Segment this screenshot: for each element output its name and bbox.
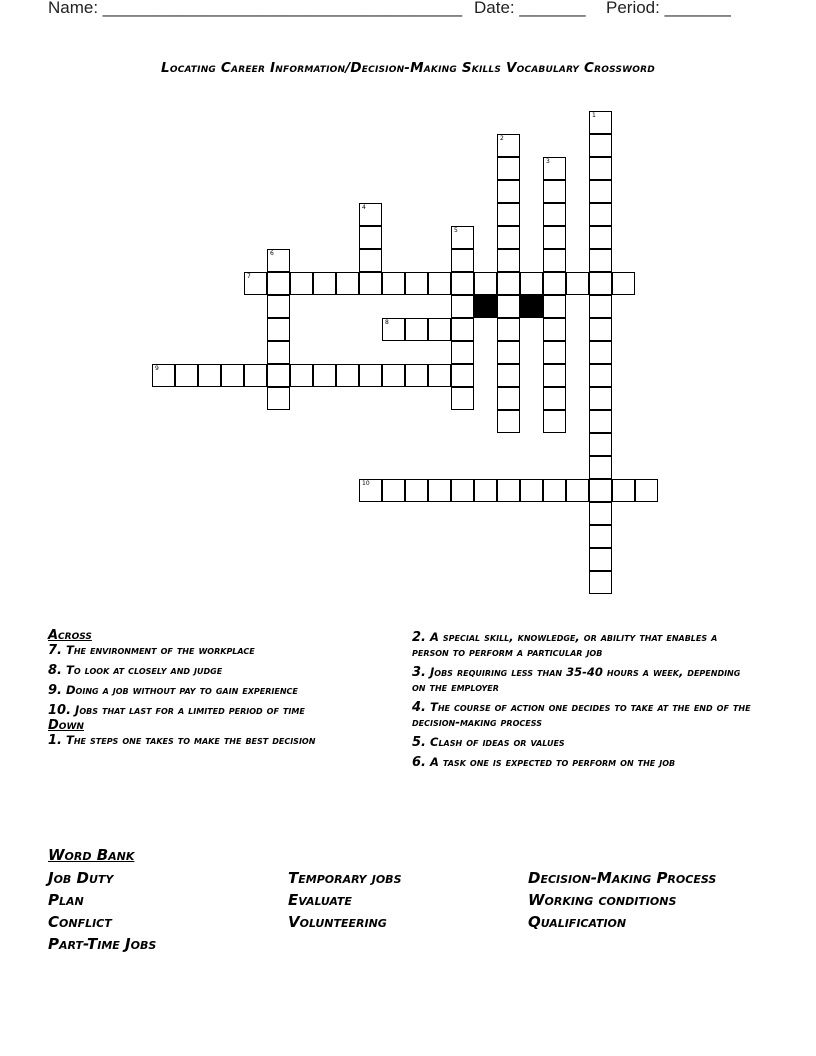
crossword-cell[interactable]	[451, 364, 474, 387]
clue-text: Clash of ideas or values	[430, 735, 565, 749]
crossword-cell[interactable]	[497, 295, 520, 318]
crossword-cell[interactable]	[589, 111, 612, 134]
crossword-cell[interactable]	[497, 318, 520, 341]
crossword-cell[interactable]	[497, 157, 520, 180]
clue-text: The environment of the workplace	[66, 643, 255, 657]
clue-text: A task one is expected to perform on the job	[430, 755, 676, 769]
clue-across-9	[48, 683, 378, 698]
word-bank-item: Job Duty	[48, 869, 114, 887]
crossword-cell[interactable]	[497, 249, 520, 272]
clue-text: A special skill, knowledge, or ability that enables a person to perform a particular job	[412, 630, 718, 659]
crossword-cell[interactable]	[497, 226, 520, 249]
crossword-cell[interactable]	[589, 433, 612, 456]
crossword-cell[interactable]	[589, 341, 612, 364]
date-field[interactable]: Date: _______	[474, 0, 586, 17]
crossword-cell[interactable]	[267, 364, 290, 387]
crossword-cell[interactable]	[543, 387, 566, 410]
crossword-cell[interactable]	[451, 295, 474, 318]
word-bank-item: Volunteering	[288, 913, 387, 931]
crossword-cell[interactable]	[451, 249, 474, 272]
crossword-cell[interactable]	[543, 226, 566, 249]
crossword-cell[interactable]	[566, 272, 589, 295]
clue-number: 1.	[48, 733, 62, 748]
crossword-cell[interactable]	[290, 364, 313, 387]
crossword-cell[interactable]	[520, 479, 543, 502]
crossword-cell[interactable]	[497, 134, 520, 157]
crossword-cell[interactable]	[543, 157, 566, 180]
crossword-cell[interactable]	[359, 479, 382, 502]
crossword-cell[interactable]	[382, 364, 405, 387]
crossword-cell[interactable]	[589, 479, 612, 502]
clue-down-4	[412, 700, 757, 730]
crossword-cell[interactable]	[612, 479, 635, 502]
crossword-cell[interactable]	[543, 295, 566, 318]
crossword-cell[interactable]	[589, 157, 612, 180]
name-field[interactable]: Name: ______________________________________	[48, 0, 463, 17]
crossword-cell[interactable]	[612, 272, 635, 295]
crossword-cell[interactable]	[198, 364, 221, 387]
crossword-cell[interactable]	[451, 341, 474, 364]
clue-text: Doing a job without pay to gain experience	[66, 683, 298, 697]
clue-number: 4.	[412, 700, 426, 715]
clue-number: 2.	[412, 630, 426, 645]
crossword-cell[interactable]	[543, 364, 566, 387]
crossword-cell[interactable]	[428, 364, 451, 387]
crossword-cell[interactable]	[589, 203, 612, 226]
clue-number-label: 8	[385, 319, 389, 326]
crossword-cell[interactable]	[589, 180, 612, 203]
crossword-cell[interactable]	[405, 364, 428, 387]
crossword-cell[interactable]	[336, 364, 359, 387]
crossword-cell[interactable]	[543, 180, 566, 203]
down-heading: Down	[48, 718, 84, 733]
clue-number-label: 4	[362, 204, 366, 211]
crossword-cell[interactable]	[589, 272, 612, 295]
crossword-cell[interactable]	[451, 387, 474, 410]
crossword-cell[interactable]	[543, 341, 566, 364]
crossword-cell[interactable]	[336, 272, 359, 295]
crossword-cell[interactable]	[589, 364, 612, 387]
crossword-cell[interactable]	[497, 479, 520, 502]
crossword-cell[interactable]	[405, 318, 428, 341]
crossword-cell[interactable]	[267, 341, 290, 364]
crossword-cell[interactable]	[497, 410, 520, 433]
crossword-cell[interactable]	[267, 295, 290, 318]
crossword-cell[interactable]	[313, 364, 336, 387]
word-bank-item: Part-Time Jobs	[48, 935, 157, 953]
crossword-cell[interactable]	[474, 479, 497, 502]
crossword-cell[interactable]	[589, 226, 612, 249]
crossword-cell[interactable]	[244, 272, 267, 295]
crossword-cell[interactable]	[267, 318, 290, 341]
crossword-black-cell	[520, 295, 543, 318]
clue-number: 6.	[412, 755, 426, 770]
crossword-cell[interactable]	[451, 479, 474, 502]
crossword-cell[interactable]	[451, 272, 474, 295]
across-heading: Across	[48, 628, 92, 643]
clues-right-column	[412, 630, 757, 775]
crossword-cell[interactable]	[175, 364, 198, 387]
crossword-cell[interactable]	[497, 364, 520, 387]
crossword-cell[interactable]	[359, 226, 382, 249]
clue-down-1	[48, 733, 378, 748]
crossword-cell[interactable]	[267, 387, 290, 410]
crossword-cell[interactable]	[520, 272, 543, 295]
crossword-cell[interactable]	[497, 203, 520, 226]
clues-left-column	[48, 628, 378, 753]
crossword-cell[interactable]	[221, 364, 244, 387]
crossword-cell[interactable]	[543, 479, 566, 502]
clue-number-label: 2	[500, 135, 504, 142]
crossword-cell[interactable]	[635, 479, 658, 502]
crossword-cell[interactable]	[543, 272, 566, 295]
crossword-cell[interactable]	[359, 364, 382, 387]
clue-number: 10.	[48, 703, 72, 718]
crossword-cell[interactable]	[290, 272, 313, 295]
crossword-cell[interactable]	[428, 318, 451, 341]
clue-number: 7.	[48, 643, 62, 658]
crossword-cell[interactable]	[244, 364, 267, 387]
crossword-cell[interactable]	[589, 571, 612, 594]
clue-number-label: 3	[546, 158, 550, 165]
crossword-cell[interactable]	[589, 548, 612, 571]
crossword-cell[interactable]	[566, 479, 589, 502]
crossword-cell[interactable]	[267, 249, 290, 272]
crossword-cell[interactable]	[267, 272, 290, 295]
crossword-cell[interactable]	[497, 180, 520, 203]
crossword-black-cell	[474, 295, 497, 318]
clue-number-label: 10	[362, 480, 370, 487]
crossword-cell[interactable]	[543, 249, 566, 272]
clue-down-6	[412, 755, 757, 770]
word-bank-item: Qualification	[528, 913, 627, 931]
crossword-cell[interactable]	[428, 272, 451, 295]
page-title: Locating Career Information/Decision-Making Skills Vocabulary Crossword	[161, 60, 655, 76]
crossword-cell[interactable]	[382, 479, 405, 502]
clue-down-3	[412, 665, 757, 695]
clue-number: 5.	[412, 735, 426, 750]
crossword-cell[interactable]	[589, 387, 612, 410]
crossword-cell[interactable]	[589, 249, 612, 272]
crossword-cell[interactable]	[359, 272, 382, 295]
crossword-cell[interactable]	[543, 318, 566, 341]
clue-number-label: 5	[454, 227, 458, 234]
clue-number-label: 9	[155, 365, 159, 372]
word-bank-title: Word Bank	[48, 846, 135, 864]
crossword-cell[interactable]	[359, 249, 382, 272]
word-bank-item: Plan	[48, 891, 84, 909]
clue-number-label: 1	[592, 112, 596, 119]
clue-number: 8.	[48, 663, 62, 678]
crossword-cell[interactable]	[474, 272, 497, 295]
crossword-cell[interactable]	[589, 525, 612, 548]
crossword-cell[interactable]	[497, 341, 520, 364]
clue-text: The course of action one decides to take at the end of the decision-making process	[412, 700, 751, 729]
word-bank-item: Temporary jobs	[288, 869, 402, 887]
crossword-cell[interactable]	[589, 456, 612, 479]
crossword-cell[interactable]	[405, 272, 428, 295]
crossword-cell[interactable]	[428, 479, 451, 502]
clue-down-2	[412, 630, 757, 660]
word-bank-item: Conflict	[48, 913, 112, 931]
clue-across-10	[48, 703, 378, 718]
crossword-cell[interactable]	[589, 502, 612, 525]
clue-number: 3.	[412, 665, 426, 680]
crossword-cell[interactable]	[359, 203, 382, 226]
clue-down-5	[412, 735, 757, 750]
crossword-cell[interactable]	[405, 479, 428, 502]
crossword-cell[interactable]	[497, 387, 520, 410]
clue-text: The steps one takes to make the best decision	[66, 733, 316, 747]
crossword-cell[interactable]	[382, 272, 405, 295]
crossword-cell[interactable]	[152, 364, 175, 387]
crossword-cell[interactable]	[382, 318, 405, 341]
crossword-cell[interactable]	[589, 134, 612, 157]
clue-number-label: 6	[270, 250, 274, 257]
crossword-cell[interactable]	[451, 318, 474, 341]
clue-across-8	[48, 663, 378, 678]
crossword-cell[interactable]	[497, 272, 520, 295]
word-bank-item: Working conditions	[528, 891, 677, 909]
clue-number-label: 7	[247, 273, 251, 280]
clue-number: 9.	[48, 683, 62, 698]
clue-across-7	[48, 643, 378, 658]
crossword-cell[interactable]	[589, 295, 612, 318]
crossword-cell[interactable]	[543, 203, 566, 226]
crossword-cell[interactable]	[589, 318, 612, 341]
crossword-cell[interactable]	[313, 272, 336, 295]
crossword-cell[interactable]	[543, 410, 566, 433]
clue-text: Jobs that last for a limited period of time	[75, 703, 305, 717]
word-bank-item: Evaluate	[288, 891, 352, 909]
crossword-cell[interactable]	[451, 226, 474, 249]
clue-text: To look at closely and judge	[66, 663, 223, 677]
clue-text: Jobs requiring less than 35-40 hours a week, depending on the employer	[412, 665, 741, 694]
word-bank-item: Decision-Making Process	[528, 869, 717, 887]
crossword-cell[interactable]	[589, 410, 612, 433]
period-field[interactable]: Period: _______	[606, 0, 731, 17]
